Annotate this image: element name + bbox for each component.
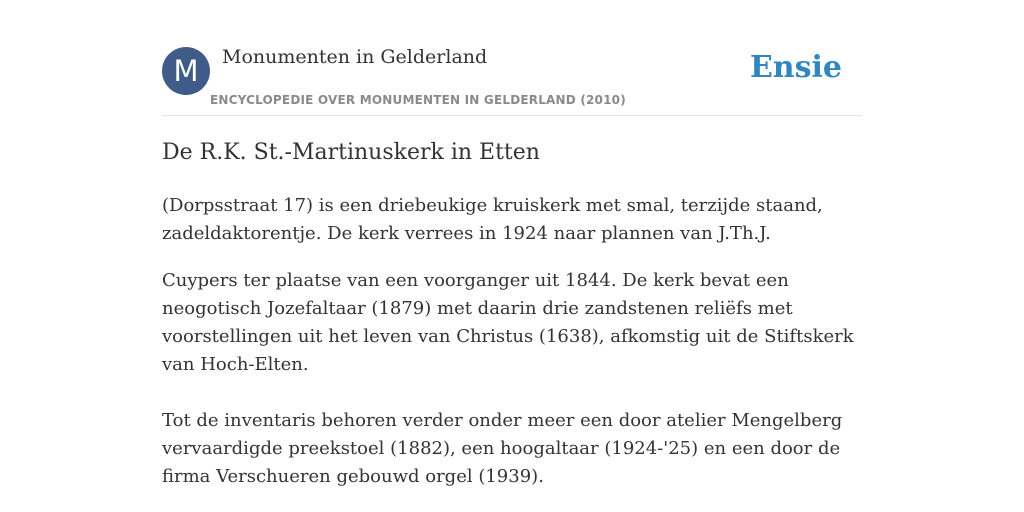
ensie-logo[interactable]: Ensie <box>749 50 842 85</box>
source-subtitle: ENCYCLOPEDIE OVER MONUMENTEN IN GELDERLAND (2010) <box>210 93 626 107</box>
article-paragraph: Cuypers ter plaatse van een voorganger uit 1844. De kerk bevat een neogotisch Jozefaltaar (1879) met daarin drie zandstenen reliëfs met voorstellingen uit het leven van Christus (1638), afkomstig uit de Stiftskerk van Hoch-Elten. <box>162 270 854 375</box>
entry-header <box>162 0 862 116</box>
article-body <box>162 192 862 510</box>
entry-card <box>162 0 862 487</box>
article-title: De R.K. St.-Martinuskerk in Etten <box>162 140 540 165</box>
article-paragraph: (Dorpsstraat 17) is een driebeukige kruiskerk met smal, terzijde staand, zadeldaktorentje. De kerk verrees in 1924 naar plannen van J.Th.J. <box>162 195 823 244</box>
source-title-link[interactable]: Monumenten in Gelderland <box>222 46 488 68</box>
article-paragraph: Tot de inventaris behoren verder onder meer een door atelier Mengelberg vervaardigde preekstoel (1882), een hoogaltaar (1924-'25) en een door de firma Verschueren gebouwd orgel (1939). <box>162 410 843 487</box>
source-avatar[interactable]: M <box>162 47 210 95</box>
